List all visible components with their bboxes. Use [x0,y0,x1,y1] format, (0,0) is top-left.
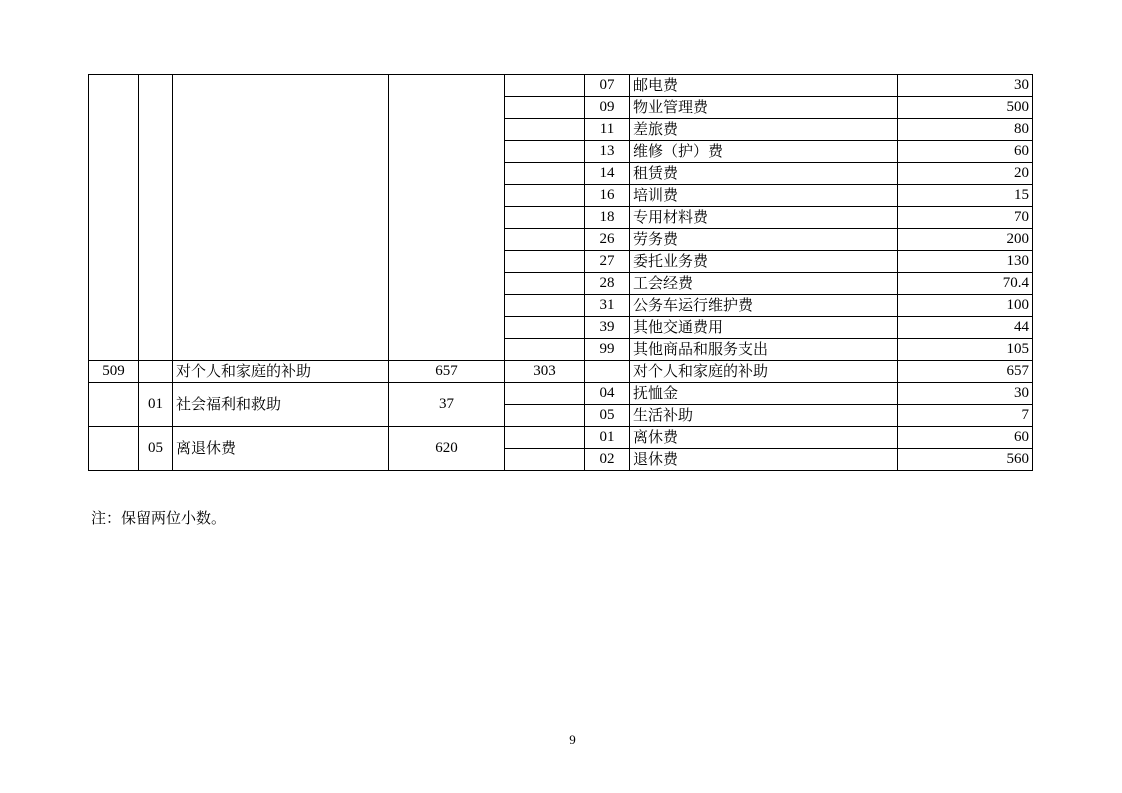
item-amount: 80 [898,119,1033,141]
item-code: 16 [585,185,630,207]
empty-cell [89,383,139,427]
item-name: 离休费 [630,427,898,449]
gov-class-amount: 657 [389,361,505,383]
item-code: 18 [585,207,630,229]
item-name: 其他交通费用 [630,317,898,339]
item-code: 31 [585,295,630,317]
item-amount: 60 [898,427,1033,449]
empty-cell [505,97,585,119]
empty-cell [173,75,389,361]
empty-cell [585,361,630,383]
item-amount: 560 [898,449,1033,471]
item-name: 生活补助 [630,405,898,427]
empty-cell [505,251,585,273]
gov-item-code: 01 [139,383,173,427]
item-amount: 70 [898,207,1033,229]
item-amount: 7 [898,405,1033,427]
empty-cell [505,119,585,141]
dept-class-code: 303 [505,361,585,383]
item-code: 11 [585,119,630,141]
item-name: 培训费 [630,185,898,207]
gov-class-code: 509 [89,361,139,383]
item-name: 维修（护）费 [630,141,898,163]
item-name: 抚恤金 [630,383,898,405]
item-name: 退休费 [630,449,898,471]
empty-cell [505,383,585,405]
item-code: 13 [585,141,630,163]
item-amount: 30 [898,75,1033,97]
empty-cell [505,141,585,163]
item-code: 04 [585,383,630,405]
empty-cell [89,75,139,361]
gov-item-amount: 620 [389,427,505,471]
item-name: 劳务费 [630,229,898,251]
empty-cell [505,405,585,427]
item-amount: 130 [898,251,1033,273]
summary-row [89,361,1033,383]
table-footnote: 注：保留两位小数。 [91,509,227,527]
item-amount: 44 [898,317,1033,339]
empty-cell [389,75,505,361]
empty-cell [505,185,585,207]
item-code: 27 [585,251,630,273]
item-name: 工会经费 [630,273,898,295]
item-code: 99 [585,339,630,361]
item-name: 其他商品和服务支出 [630,339,898,361]
gov-item-code: 05 [139,427,173,471]
item-code: 14 [585,163,630,185]
item-code: 28 [585,273,630,295]
item-code: 26 [585,229,630,251]
item-name: 物业管理费 [630,97,898,119]
gov-item-name: 离退休费 [173,427,389,471]
empty-cell [505,317,585,339]
item-name: 专用材料费 [630,207,898,229]
item-code: 02 [585,449,630,471]
empty-cell [505,229,585,251]
item-amount: 30 [898,383,1033,405]
gov-item-amount: 37 [389,383,505,427]
item-name: 差旅费 [630,119,898,141]
item-name: 公务车运行维护费 [630,295,898,317]
item-code: 07 [585,75,630,97]
table-row [89,75,1033,97]
empty-cell [505,163,585,185]
empty-cell [505,339,585,361]
item-name: 委托业务费 [630,251,898,273]
item-amount: 20 [898,163,1033,185]
empty-cell [505,75,585,97]
empty-cell [505,273,585,295]
item-name: 租赁费 [630,163,898,185]
gov-item-name: 社会福利和救助 [173,383,389,427]
empty-cell [505,295,585,317]
empty-cell [505,449,585,471]
empty-cell [505,427,585,449]
item-code: 39 [585,317,630,339]
item-amount: 105 [898,339,1033,361]
item-amount: 500 [898,97,1033,119]
empty-cell [505,207,585,229]
item-code: 05 [585,405,630,427]
item-code: 01 [585,427,630,449]
empty-cell [89,427,139,471]
budget-table [88,74,1033,471]
empty-cell [139,361,173,383]
item-amount: 200 [898,229,1033,251]
item-name: 邮电费 [630,75,898,97]
item-amount: 15 [898,185,1033,207]
table-row [89,427,1033,449]
gov-class-name: 对个人和家庭的补助 [173,361,389,383]
item-code: 09 [585,97,630,119]
table-row [89,383,1033,405]
item-amount: 100 [898,295,1033,317]
item-amount: 70.4 [898,273,1033,295]
dept-class-amount: 657 [898,361,1033,383]
dept-class-name: 对个人和家庭的补助 [630,361,898,383]
item-amount: 60 [898,141,1033,163]
page-number: 9 [569,732,576,747]
empty-cell [139,75,173,361]
